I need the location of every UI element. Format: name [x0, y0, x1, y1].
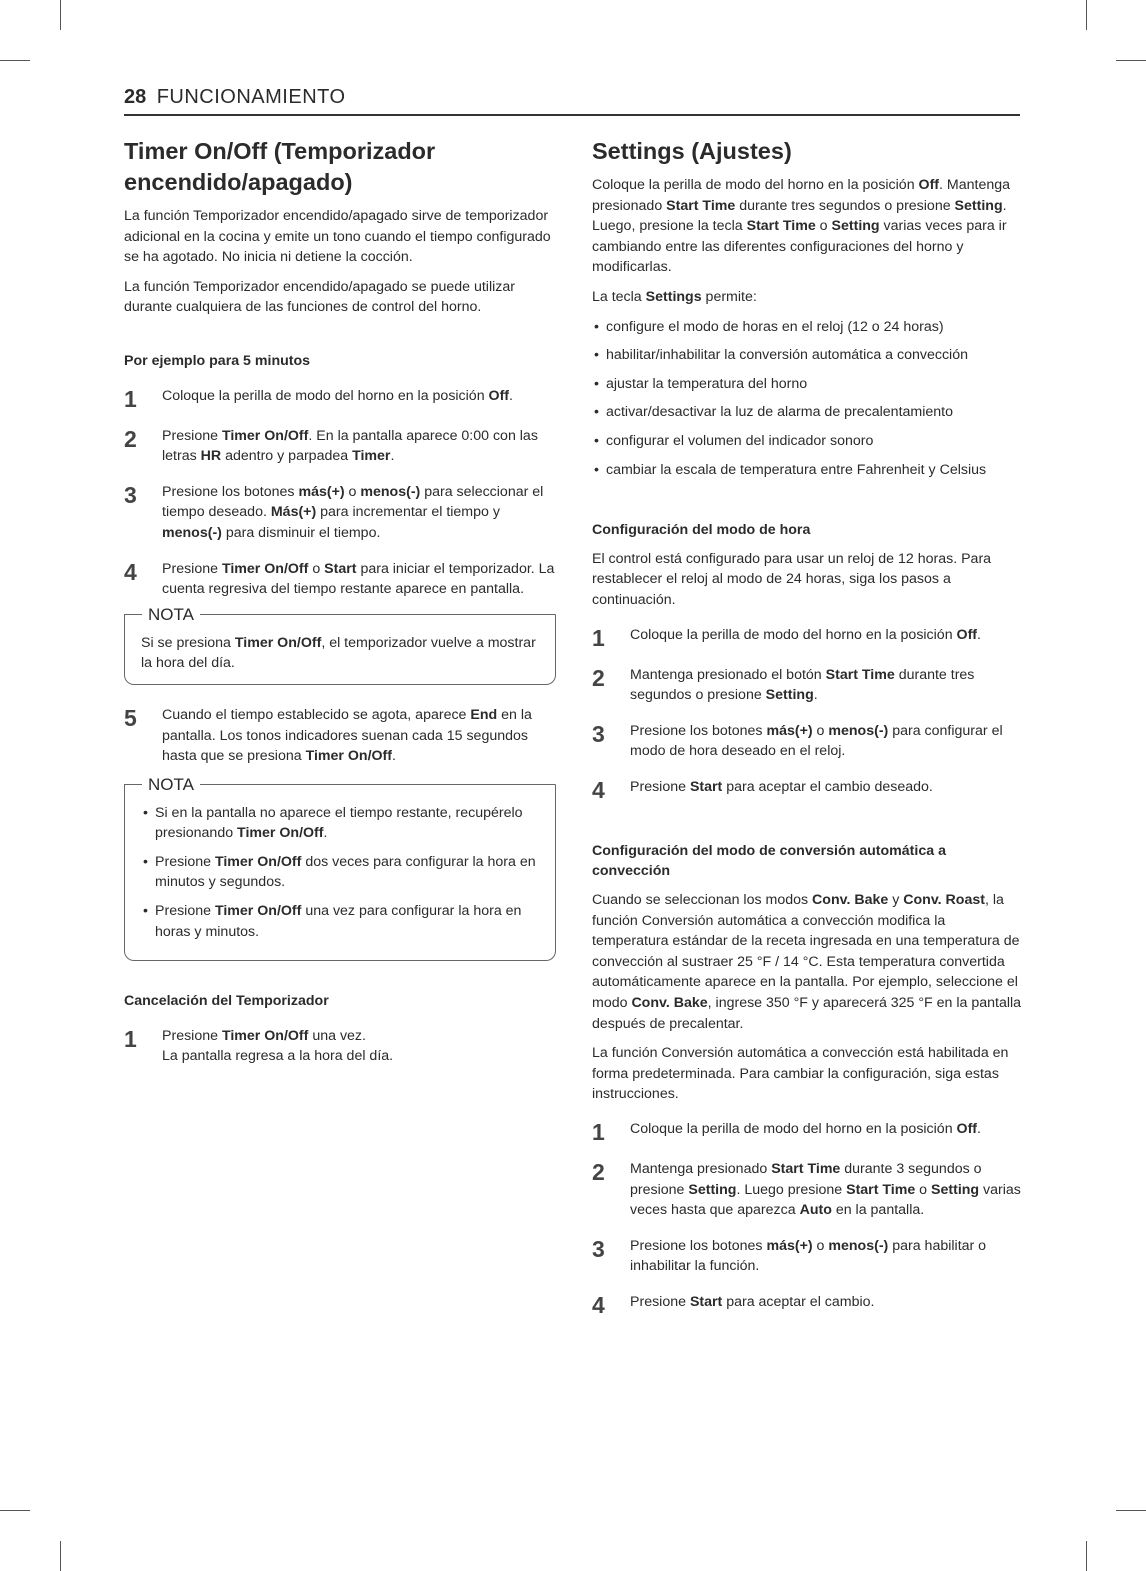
settings-allows: La tecla Settings permite:: [592, 288, 757, 305]
step-item: [592, 1119, 1022, 1144]
step-number: 4: [124, 558, 137, 585]
conv-heading: Configuración del modo de conversión automática a convección: [592, 842, 946, 880]
page-number: 28: [124, 86, 147, 108]
note-title: NOTA: [148, 774, 194, 794]
list-item: • activar/desactivar la luz de alarma de precalentamiento: [592, 402, 1022, 423]
step-number: 5: [124, 704, 137, 731]
step-text: Coloque la perilla de modo del horno en la posición Off.: [630, 1121, 981, 1137]
note-title: NOTA: [148, 604, 194, 624]
cancel-heading: Cancelación del Temporizador: [124, 993, 329, 1010]
step-item: [592, 625, 1022, 650]
note-box-1: [124, 604, 556, 685]
step-item: [592, 777, 1022, 802]
step-item: [124, 705, 556, 767]
settings-list: [592, 317, 1022, 481]
step-text: Mantenga presionado el botón Start Time durante tres segundos o presione Setting.: [630, 666, 975, 704]
step-number: 1: [592, 1119, 605, 1145]
page-header: [124, 86, 1020, 109]
section-title: FUNCIONAMIENTO: [156, 86, 346, 108]
timer-intro-2: La función Temporizador encendido/apagado se puede utilizar durante cualquiera de las funciones de control del horno.: [124, 278, 515, 316]
step-text: Presione los botones más(+) o menos(-) para habilitar o inhabilitar la función.: [630, 1237, 987, 1275]
note-box-2: [124, 774, 556, 962]
note-text: Si se presiona Timer On/Off, el temporizador vuelve a mostrar la hora del día.: [141, 634, 536, 672]
conv-intro-2: La función Conversión automática a convección está habilitada en forma predeterminada. Para cambiar la configuración, siga estas instrucciones.: [592, 1045, 1009, 1103]
crop-mark: [0, 1510, 30, 1511]
step-item: [124, 386, 556, 411]
step-number: 1: [124, 385, 137, 412]
step-text: Presione los botones más(+) o menos(-) para configurar el modo de hora deseado en el reloj.: [630, 722, 1003, 760]
step-item: [124, 559, 556, 600]
step-number: 1: [592, 624, 605, 651]
step-number: 3: [592, 720, 605, 747]
step-number: 2: [592, 1159, 605, 1185]
step-item: [592, 1236, 1022, 1277]
step-text: Presione Timer On/Off. En la pantalla aparece 0:00 con las letras HR adentro y parpadea Timer.: [162, 427, 538, 465]
crop-mark: [1086, 1541, 1087, 1571]
example-heading: Por ejemplo para 5 minutos: [124, 352, 311, 369]
step-number: 2: [124, 425, 137, 452]
clock-heading: Configuración del modo de hora: [592, 522, 811, 539]
step-text: Coloque la perilla de modo del horno en la posición Off.: [630, 626, 981, 643]
crop-mark: [0, 60, 30, 61]
step-text: Presione Timer On/Off una vez. La pantalla regresa a la hora del día.: [162, 1027, 394, 1065]
timer-steps: [124, 386, 556, 600]
step-text: Presione los botones más(+) o menos(-) para seleccionar el tiempo deseado. Más(+) para incrementar el tiempo y menos(-) para disminuir el tiempo.: [162, 483, 544, 541]
step-number: 3: [124, 481, 137, 508]
step-item: [124, 426, 556, 467]
step-item: [592, 1292, 1022, 1317]
clock-steps: [592, 625, 1022, 802]
clock-intro: El control está configurado para usar un reloj de 12 horas. Para restablecer el reloj al modo de 24 horas, siga los pasos a continuación.: [592, 550, 992, 608]
step-text: Cuando el tiempo establecido se agota, aparece End en la pantalla. Los tonos indicadores suenan cada 15 segundos hasta que se presiona Timer On/Off.: [162, 706, 532, 765]
list-item: • Presione Timer On/Off una vez para configurar la hora en horas y minutos.: [141, 901, 539, 942]
step-text: Mantenga presionado Start Time durante 3 segundos o presione Setting. Luego presione Start Time o Setting varias veces hasta que aparezca Auto en la pantalla.: [630, 1161, 1021, 1219]
note-list: [141, 803, 539, 943]
settings-intro: Coloque la perilla de modo del horno en la posición Off. Mantenga presionado Start Time durante tres segundos o presione Setting. Luego, presione la tecla Start Time o Setting varias veces para ir cambiando entre las diferentes configuraciones del horno y modificarlas.: [592, 177, 1011, 276]
crop-mark: [1116, 1510, 1146, 1511]
step-item: [592, 665, 1022, 706]
conv-intro: Cuando se seleccionan los modos Conv. Bake y Conv. Roast, la función Conversión automática a convección modifica la temperatura estándar de la receta ingresada en una temperatura de convección al sustraer 25 °F / 14 °C. Esta temperatura convertida automáticamente aparece en la pantalla. Por ejemplo, seleccione el modo Conv. Bake, ingrese 350 °F y aparecerá 325 °F en la pantalla después de precalentar.: [592, 892, 1022, 1032]
step-text: Coloque la perilla de modo del horno en la posición Off.: [162, 387, 513, 404]
header-rule: [124, 114, 1020, 116]
step-number: 3: [592, 1235, 605, 1262]
step-number: 4: [592, 1291, 605, 1318]
timer-title: Timer On/Off (Temporizador encendido/apagado): [124, 138, 436, 195]
left-column: [124, 136, 556, 1082]
step-item: [592, 1159, 1022, 1221]
conv-steps: [592, 1119, 1022, 1317]
list-item: • Si en la pantalla no aparece el tiempo restante, recupérelo presionando Timer On/Off.: [141, 803, 539, 844]
step-text: Presione Start para aceptar el cambio.: [630, 1293, 875, 1310]
list-item: • cambiar la escala de temperatura entre Fahrenheit y Celsius: [592, 460, 1022, 481]
crop-mark: [60, 0, 61, 30]
step-number: 1: [124, 1025, 137, 1052]
step-number: 4: [592, 776, 605, 803]
step-item: [592, 721, 1022, 762]
step-text: Presione Start para aceptar el cambio deseado.: [630, 778, 933, 795]
right-column: [592, 136, 1022, 1332]
crop-mark: [1116, 60, 1146, 61]
list-item: • habilitar/inhabilitar la conversión automática a convección: [592, 345, 1022, 366]
list-item: • Presione Timer On/Off dos veces para configurar la hora en minutos y segundos.: [141, 852, 539, 893]
list-item: • configurar el volumen del indicador sonoro: [592, 431, 1022, 452]
crop-mark: [1086, 0, 1087, 30]
timer-intro-1: La función Temporizador encendido/apagado sirve de temporizador adicional en la cocina y emite un tono cuando el tiempo configurado se ha agotado. No inicia ni detiene la cocción.: [124, 208, 551, 266]
step-number: 2: [592, 664, 605, 691]
step-item: [124, 1026, 556, 1067]
step-text: Presione Timer On/Off o Start para iniciar el temporizador. La cuenta regresiva del tiempo restante aparece en pantalla.: [162, 560, 555, 598]
list-item: • configure el modo de horas en el reloj (12 o 24 horas): [592, 317, 1022, 338]
list-item: • ajustar la temperatura del horno: [592, 374, 1022, 395]
crop-mark: [60, 1541, 61, 1571]
step-item: [124, 482, 556, 544]
settings-title: Settings (Ajustes): [592, 138, 792, 164]
